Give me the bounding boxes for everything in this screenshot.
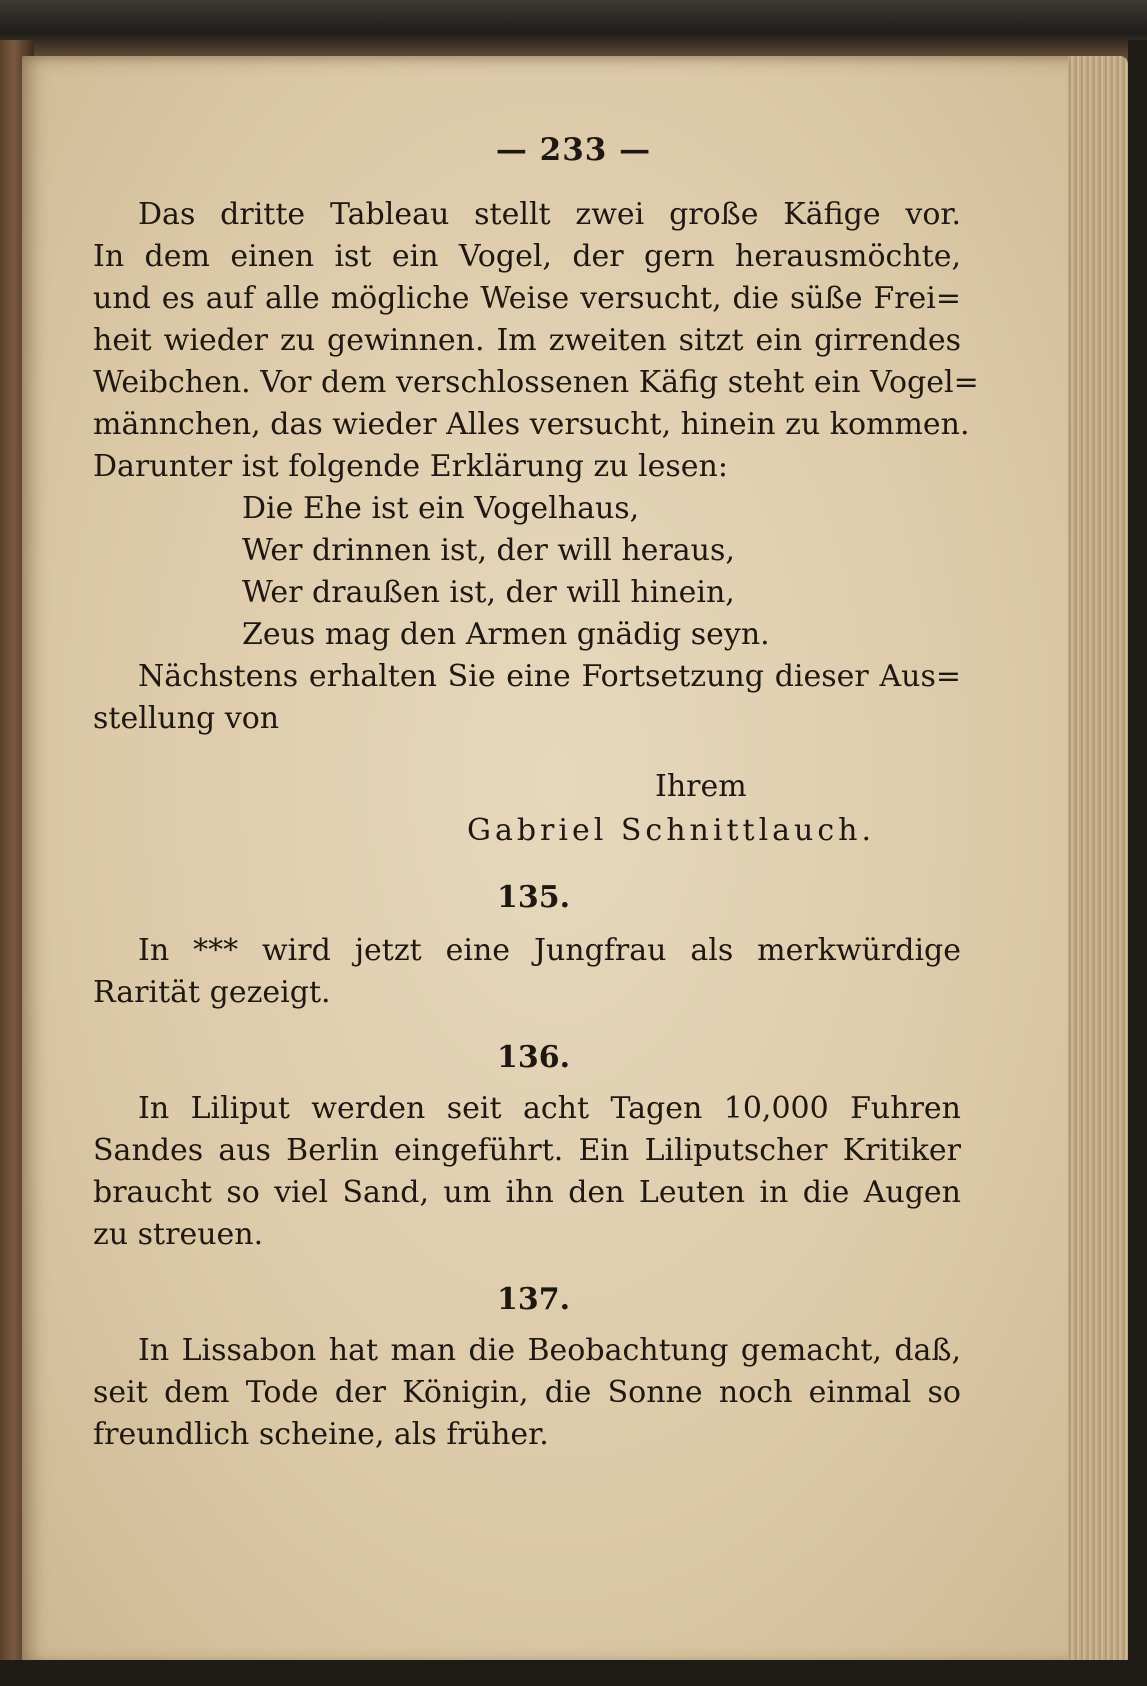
verse-line-4: Zeus mag den Armen gnädig seyn.: [242, 617, 770, 652]
section-135-line-1: In *** wird jetzt eine Jungfrau als merkwürdige: [138, 933, 961, 968]
section-136-line-4: zu streuen.: [93, 1217, 264, 1252]
paragraph-1-line-2: In dem einen ist ein Vogel, der gern herausmöchte,: [93, 239, 961, 274]
paragraph-1-line-4: heit wieder zu gewinnen. Im zweiten sitzt ein girrendes: [93, 323, 961, 358]
closing-line-1: Nächstens erhalten Sie eine Fortsetzung dieser Aus=: [138, 659, 961, 694]
verse-line-3: Wer draußen ist, der will hinein,: [242, 575, 735, 610]
section-136-line-1: In Liliput werden seit acht Tagen 10,000 Fuhren: [138, 1091, 961, 1126]
section-135-line-2: Rarität gezeigt.: [93, 975, 331, 1010]
page-stack-edge: [1068, 56, 1128, 1666]
section-137-line-3: freundlich scheine, als früher.: [93, 1417, 549, 1452]
verse-line-1: Die Ehe ist ein Vogelhaus,: [242, 491, 640, 526]
section-135-number: 135.: [496, 880, 571, 915]
paragraph-1-line-3: und es auf alle mögliche Weise versucht, die süße Frei=: [93, 281, 961, 316]
paragraph-1-line-6: männchen, das wieder Alles versucht, hinein zu kommen.: [93, 407, 970, 442]
section-137-number: 137.: [496, 1282, 571, 1317]
book-bottom-edge: [0, 1660, 1147, 1686]
paragraph-1-line-7: Darunter ist folgende Erklärung zu lesen:: [93, 449, 728, 484]
verse-line-2: Wer drinnen ist, der will heraus,: [242, 533, 735, 568]
signature-name: Gabriel Schnittlauch.: [467, 813, 876, 848]
page-number: — 233 —: [495, 132, 652, 168]
paragraph-1-line-1: Das dritte Tableau stellt zwei große Käfige vor.: [138, 197, 961, 232]
section-137-line-1: In Lissabon hat man die Beobachtung gemacht, daß,: [138, 1333, 961, 1368]
signature-greeting: Ihrem: [655, 769, 747, 804]
book-cover-right: [1128, 40, 1147, 1686]
section-136-line-3: braucht so viel Sand, um ihn den Leuten in die Augen: [93, 1175, 961, 1210]
closing-line-2: stellung von: [93, 701, 280, 736]
book-top-edge: [0, 0, 1147, 60]
section-136-line-2: Sandes aus Berlin eingeführt. Ein Liliputscher Kritiker: [93, 1133, 961, 1168]
paragraph-1-line-5: Weibchen. Vor dem verschlossenen Käfig steht ein Vogel=: [93, 365, 979, 400]
section-136-number: 136.: [496, 1040, 571, 1075]
section-137-line-2: seit dem Tode der Königin, die Sonne noch einmal so: [93, 1375, 961, 1410]
